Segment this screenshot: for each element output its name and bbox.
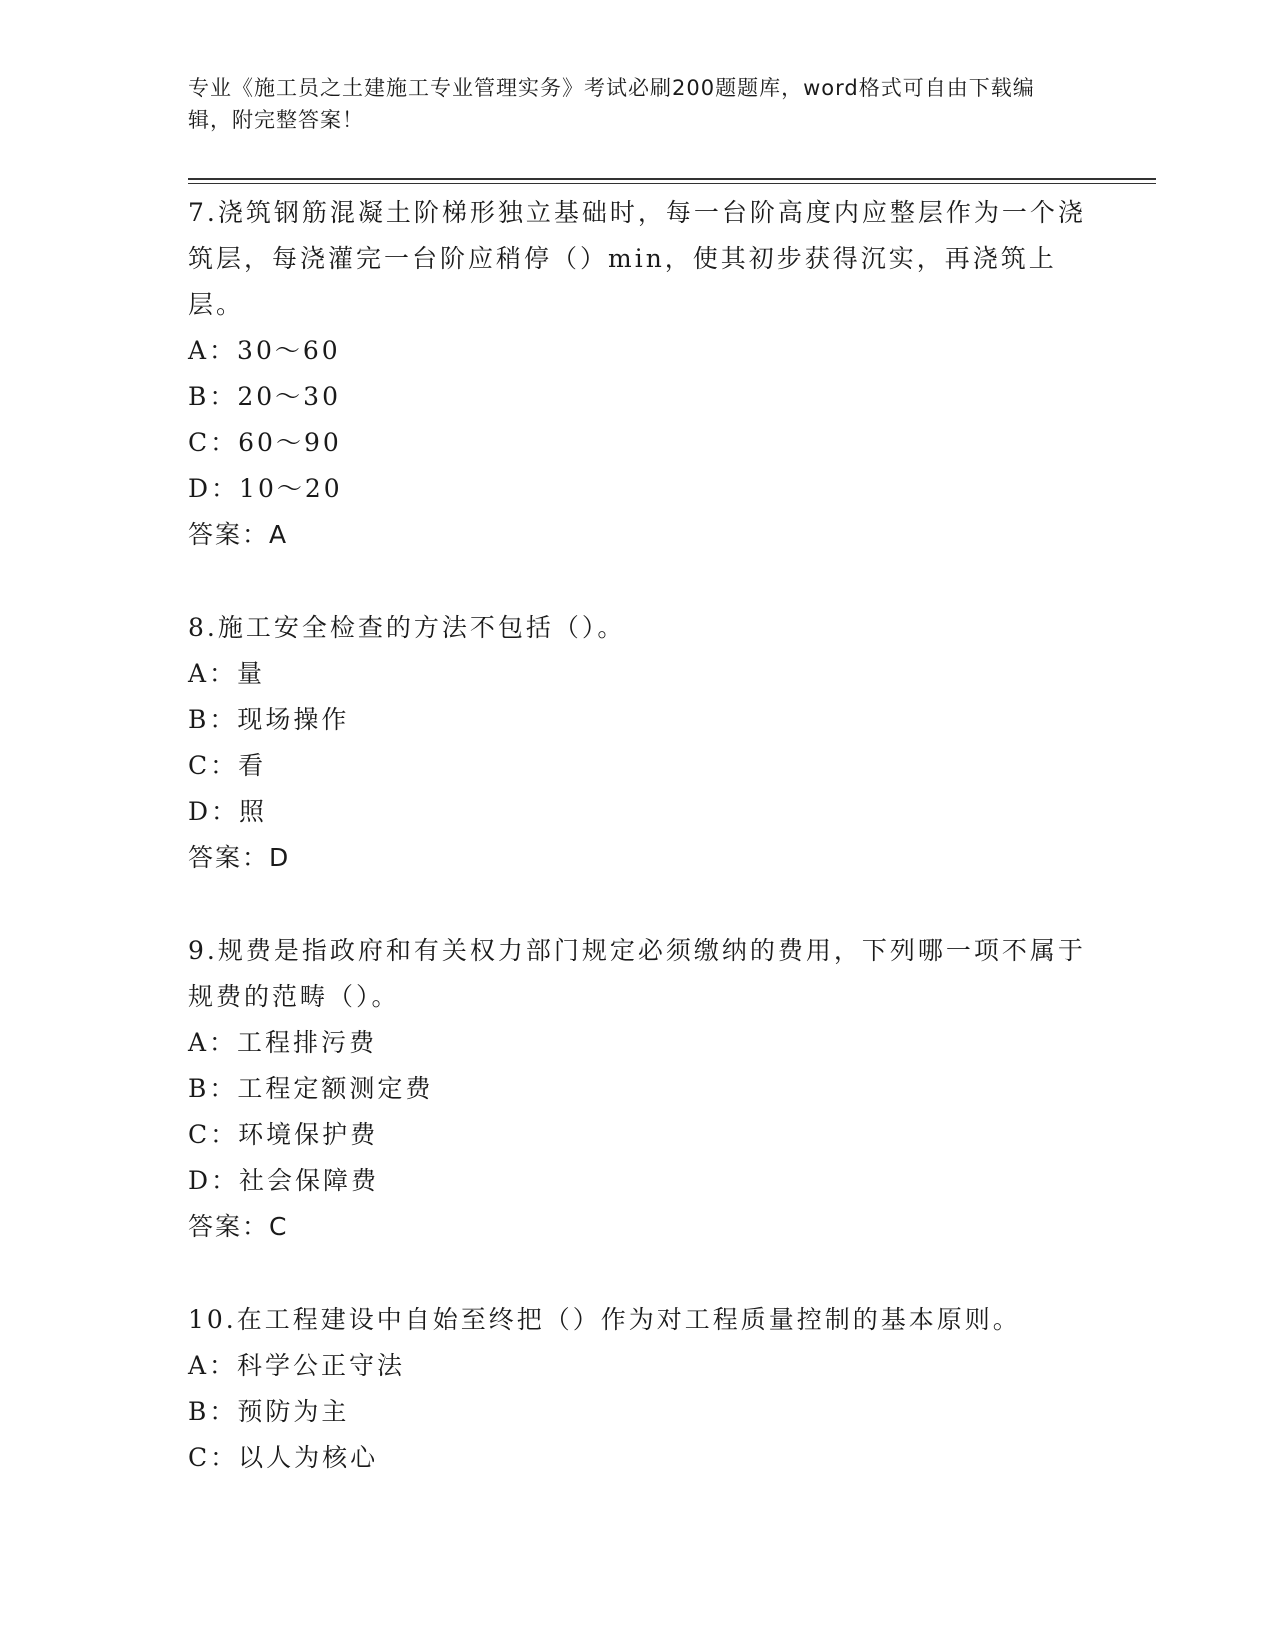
question-stem: 10.在工程建设中自始至终把（）作为对工程质量控制的基本原则。 <box>188 1305 1021 1334</box>
option-a: A：科学公正守法 <box>188 1351 406 1380</box>
option-c: C：环境保护费 <box>188 1120 379 1149</box>
question-stem: 9.规费是指政府和有关权力部门规定必须缴纳的费用，下列哪一项不属于规费的范畴（）。 <box>188 936 1086 1011</box>
header-divider-thin <box>188 183 1156 184</box>
option-b: B：20～30 <box>188 382 341 411</box>
document-header: 专业《施工员之土建施工专业管理实务》考试必刷200题题库，word格式可自由下载编辑，附完整答案！ <box>188 76 1035 132</box>
option-a: A：量 <box>188 659 266 688</box>
question-stem: 8.施工安全检查的方法不包括（）。 <box>188 613 626 642</box>
question-stem: 7.浇筑钢筋混凝土阶梯形独立基础时，每一台阶高度内应整层作为一个浇筑层，每浇灌完一台阶应稍停（）min，使其初步获得沉实，再浇筑上层。 <box>188 198 1086 319</box>
option-d: D：社会保障费 <box>188 1166 380 1195</box>
option-a: A：30～60 <box>188 336 341 365</box>
option-c: C：60～90 <box>188 428 342 457</box>
option-c: C：以人为核心 <box>188 1443 379 1472</box>
question-10 <box>188 1297 1088 1481</box>
option-c: C：看 <box>188 751 267 780</box>
question-7 <box>188 190 1088 558</box>
option-b: B：预防为主 <box>188 1397 350 1426</box>
option-d: D：10～20 <box>188 474 343 503</box>
option-a: A：工程排污费 <box>188 1028 378 1057</box>
question-8 <box>188 605 1088 881</box>
answer: 答案：A <box>188 520 289 549</box>
answer: 答案：C <box>188 1212 289 1241</box>
answer: 答案：D <box>188 843 291 872</box>
option-b: B：现场操作 <box>188 705 350 734</box>
header-divider <box>188 178 1156 180</box>
option-b: B：工程定额测定费 <box>188 1074 434 1103</box>
question-9 <box>188 928 1088 1250</box>
option-d: D：照 <box>188 797 268 826</box>
question-list <box>188 190 1088 1528</box>
